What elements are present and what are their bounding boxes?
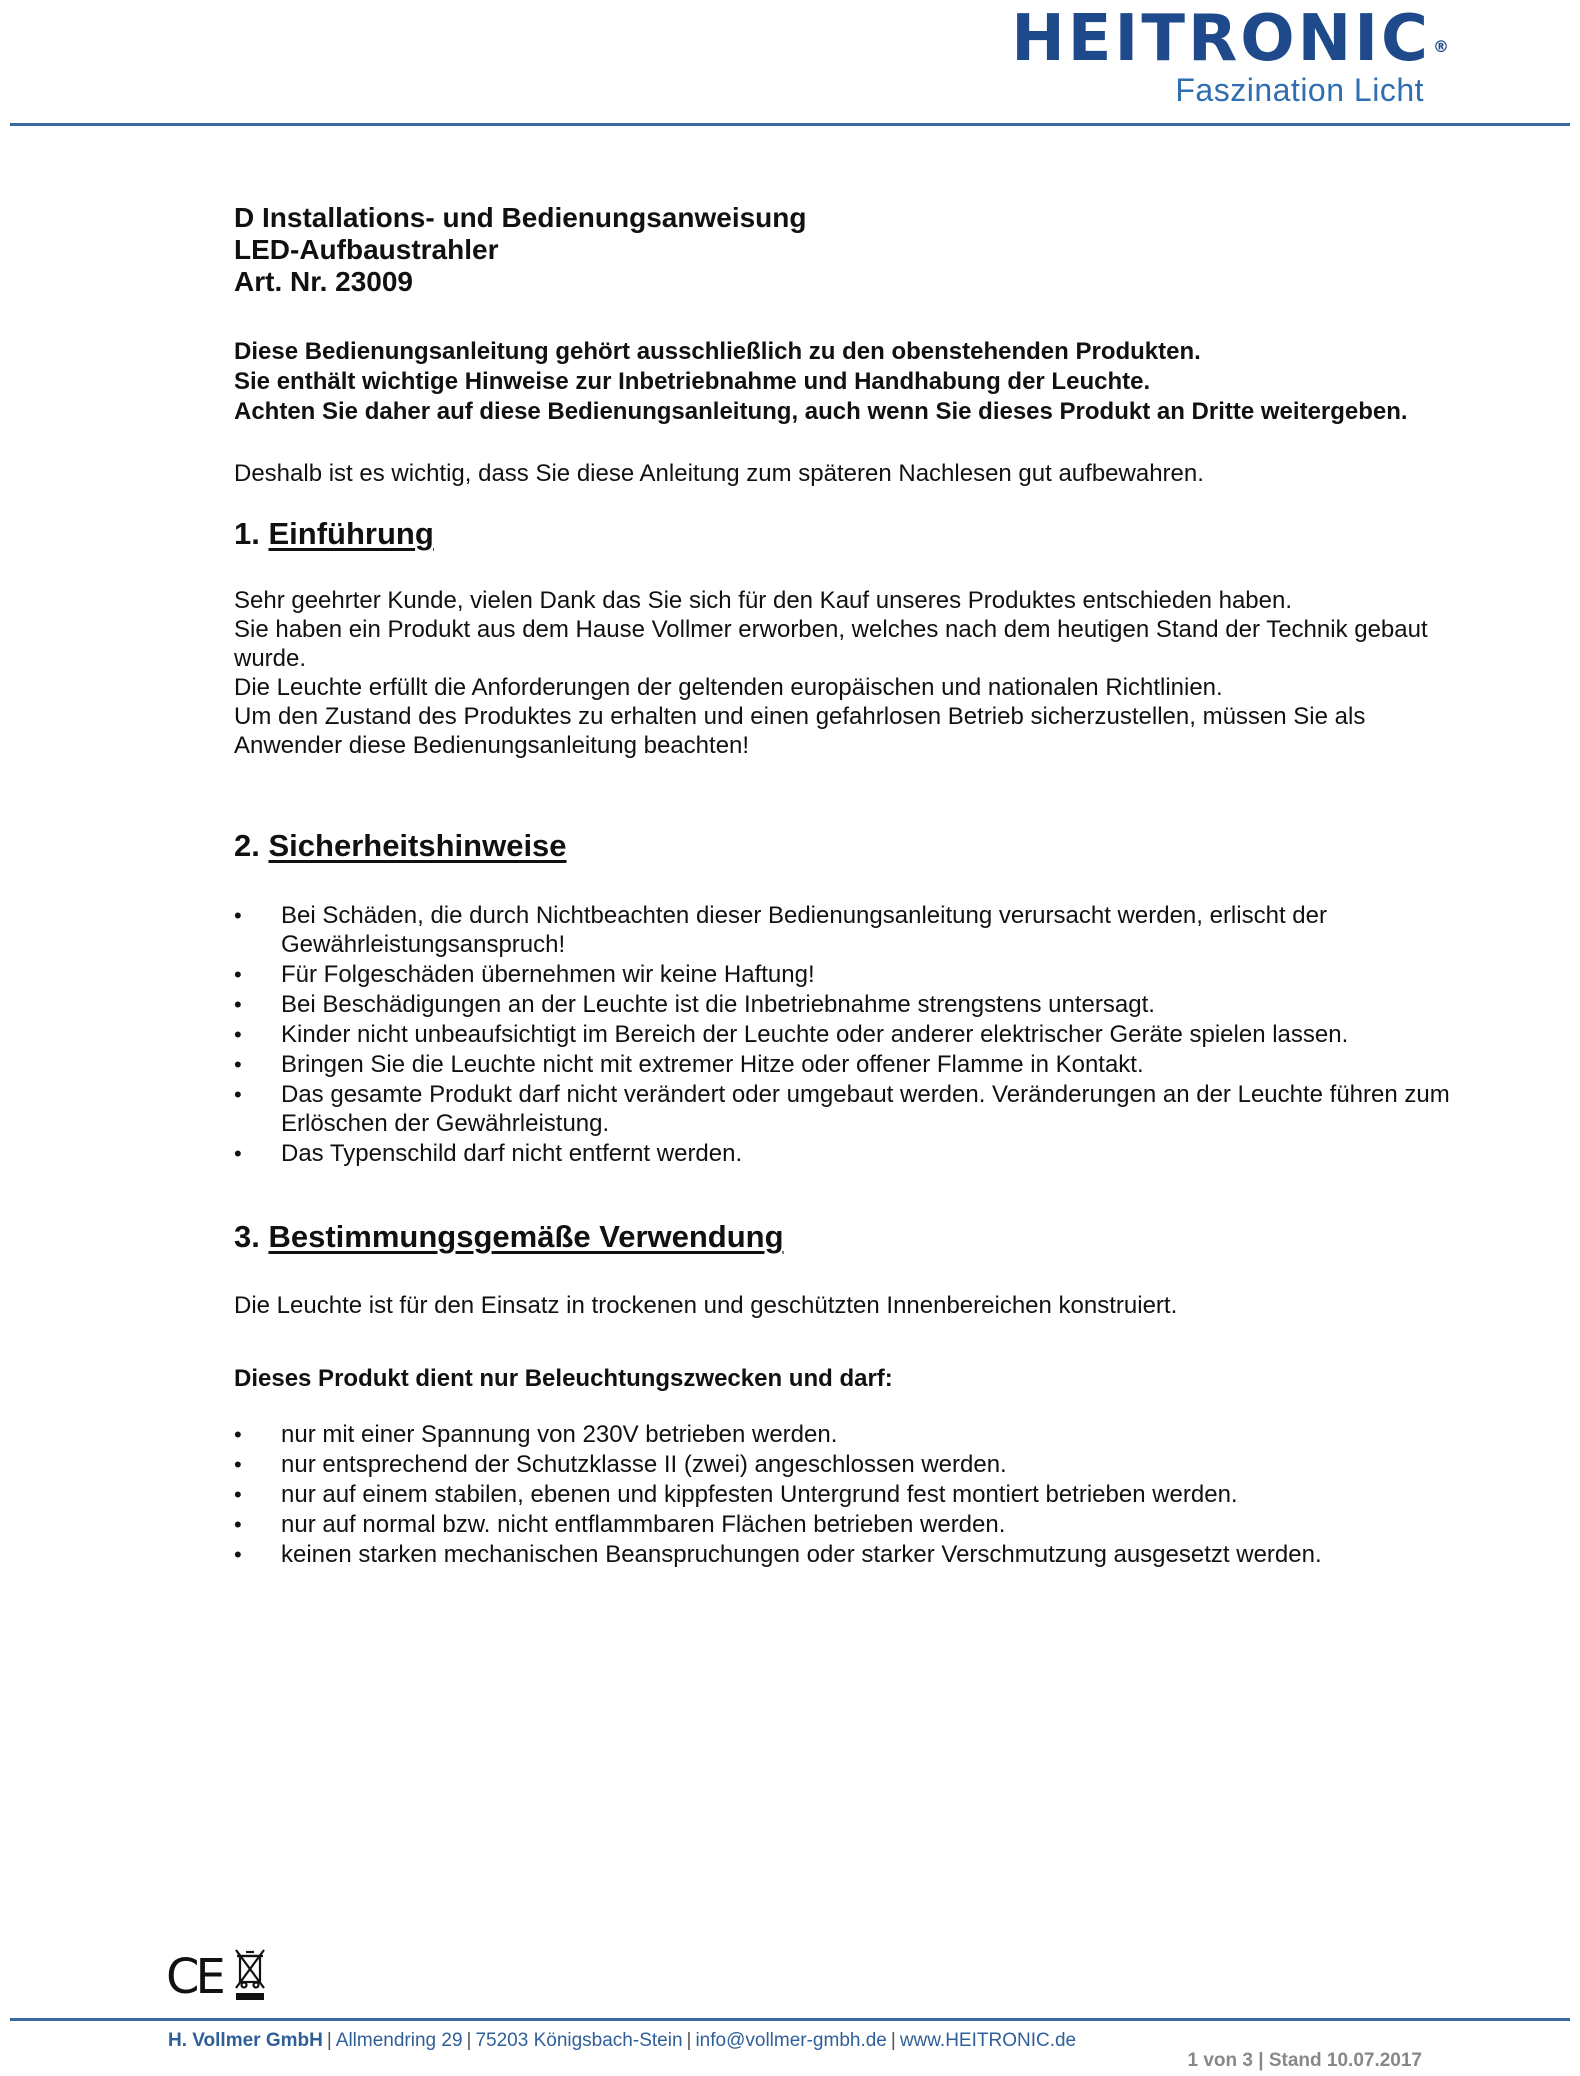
- ce-mark-icon: CE: [166, 1949, 222, 2005]
- document-body: [234, 202, 1454, 1570]
- list-item: • Kinder nicht unbeaufsichtigt im Bereich der Leuchte oder anderer elektrischer Geräte spielen lassen.: [234, 1020, 1454, 1049]
- intro-note: Deshalb ist es wichtig, dass Sie diese Anleitung zum späteren Nachlesen gut aufbewahren.: [234, 460, 1204, 487]
- section-1-paragraph: Um den Zustand des Produktes zu erhalten und einen gefahrlosen Betrieb sicherzustellen, müssen Sie als Anwender diese Bedienungsanleitung beachten!: [234, 703, 1366, 759]
- section-1-number: 1.: [234, 516, 260, 551]
- section-1-paragraph: Sehr geehrter Kunde, vielen Dank das Sie sich für den Kauf unseres Produktes entschieden haben.: [234, 587, 1293, 614]
- usage-list: [234, 1420, 1454, 1569]
- footer-city: 75203 Königsbach-Stein: [475, 2030, 683, 2051]
- brand-name: HEITRONIC: [1011, 2, 1431, 76]
- footer-website: www.HEITRONIC.de: [899, 2030, 1077, 2051]
- section-1-title: Einführung: [268, 516, 434, 551]
- section-1-paragraph: Sie haben ein Produkt aus dem Hause Vollmer erworben, welches nach dem heutigen Stand der Technik gebaut wurde.: [234, 616, 1428, 672]
- list-item: • Bei Beschädigungen an der Leuchte ist die Inbetriebnahme strengstens untersagt.: [234, 990, 1454, 1019]
- header-divider: [10, 123, 1570, 126]
- list-item: • Das Typenschild darf nicht entfernt werden.: [234, 1139, 1454, 1168]
- intro-paragraph-3: Achten Sie daher auf diese Bedienungsanleitung, auch wenn Sie dieses Produkt an Dritte weitergeben.: [234, 398, 1408, 425]
- footer-company: H. Vollmer GmbH: [168, 2030, 323, 2051]
- registered-mark: ®: [1433, 37, 1452, 56]
- list-item: • Das gesamte Produkt darf nicht verändert oder umgebaut werden. Veränderungen an der Leuchte führen zum Erlöschen der Gewährleistung.: [234, 1080, 1454, 1138]
- list-item: • nur mit einer Spannung von 230V betrieben werden.: [234, 1420, 1454, 1449]
- section-1-paragraph: Die Leuchte erfüllt die Anforderungen der geltenden europäischen und nationalen Richtlinien.: [234, 674, 1223, 701]
- list-item: • nur auf einem stabilen, ebenen und kippfesten Untergrund fest montiert betrieben werden.: [234, 1480, 1454, 1509]
- list-item: • Für Folgeschäden übernehmen wir keine Haftung!: [234, 960, 1454, 989]
- page-info: 1 von 3 | Stand 10.07.2017: [1187, 2050, 1422, 2071]
- footer-email: info@vollmer-gmbh.de: [695, 2030, 887, 2051]
- certification-marks: [166, 1946, 268, 2005]
- brand-logo: [1011, 4, 1452, 109]
- doc-title-line1: D Installations- und Bedienungsanweisung: [234, 202, 807, 233]
- doc-title-line3: Art. Nr. 23009: [234, 266, 413, 297]
- section-2-heading: [234, 828, 1454, 864]
- section-3-number: 3.: [234, 1219, 260, 1254]
- section-3-title: Bestimmungsgemäße Verwendung: [268, 1219, 784, 1254]
- section-3-heading: [234, 1219, 1454, 1255]
- list-item: • nur auf normal bzw. nicht entflammbaren Flächen betrieben werden.: [234, 1510, 1454, 1539]
- section-2-number: 2.: [234, 828, 260, 863]
- footer-contact: H. Vollmer GmbH | Allmendring 29 | 75203 Königsbach-Stein | info@vollmer-gmbh.de | www.HEITRONIC.de: [168, 2030, 1077, 2051]
- list-item: • Bei Schäden, die durch Nichtbeachten dieser Bedienungsanleitung verursacht werden, erlischt der Gewährleistungsanspruch!: [234, 901, 1454, 959]
- intro-paragraph-1: Diese Bedienungsanleitung gehört ausschließlich zu den obenstehenden Produkten.: [234, 338, 1201, 365]
- doc-title-line2: LED-Aufbaustrahler: [234, 234, 499, 265]
- list-item: • nur entsprechend der Schutzklasse II (zwei) angeschlossen werden.: [234, 1450, 1454, 1479]
- footer-divider: [10, 2018, 1570, 2021]
- list-item: • keinen starken mechanischen Beanspruchungen oder starker Verschmutzung ausgesetzt werden.: [234, 1540, 1454, 1569]
- section-3-text: Die Leuchte ist für den Einsatz in trockenen und geschützten Innenbereichen konstruiert.: [234, 1292, 1178, 1319]
- safety-list: [234, 901, 1454, 1168]
- section-1-heading: [234, 516, 1454, 552]
- footer-address: Allmendring 29: [335, 2030, 463, 2051]
- section-2-title: Sicherheitshinweise: [268, 828, 567, 863]
- section-3-subheading: Dieses Produkt dient nur Beleuchtungszwecken und darf:: [234, 1365, 893, 1392]
- intro-paragraph-2: Sie enthält wichtige Hinweise zur Inbetriebnahme und Handhabung der Leuchte.: [234, 368, 1151, 395]
- brand-tagline: Faszination Licht: [1175, 72, 1424, 108]
- list-item: • Bringen Sie die Leuchte nicht mit extremer Hitze oder offener Flamme in Kontakt.: [234, 1050, 1454, 1079]
- weee-bin-icon: [232, 1946, 268, 2002]
